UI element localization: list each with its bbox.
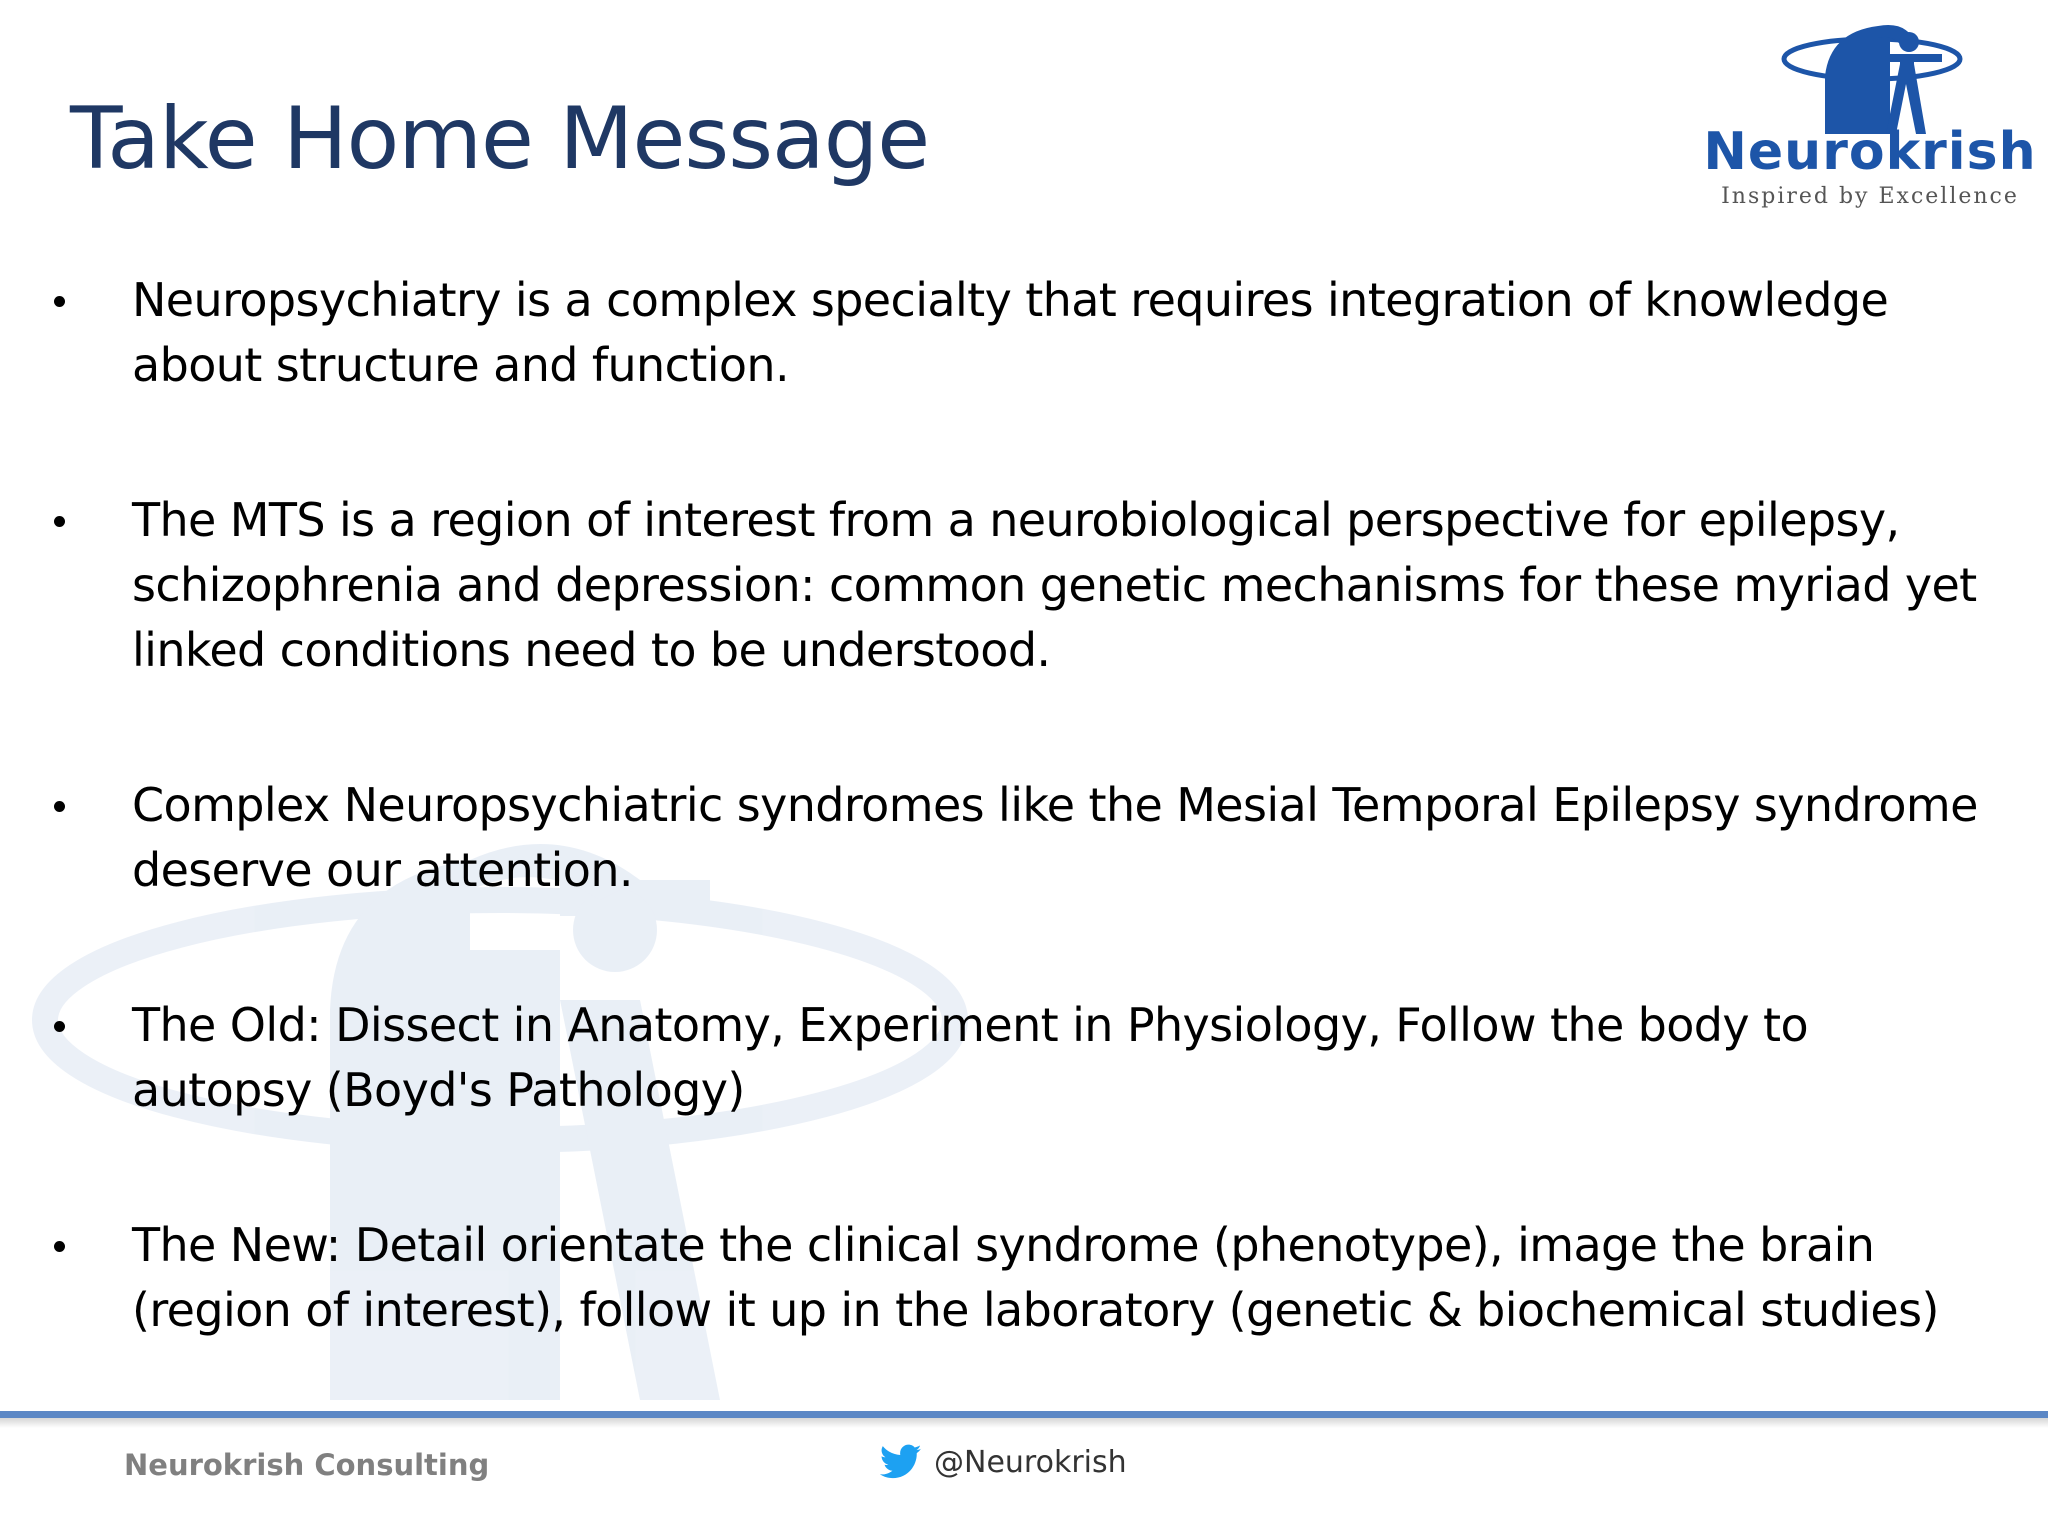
bullet-item: [48, 993, 1988, 1123]
bullet-list: [48, 268, 1988, 1433]
bullet-item: [48, 1213, 1988, 1343]
bullet-dot-icon: [54, 1021, 65, 1032]
twitter-bird-icon: [880, 1444, 922, 1480]
bullet-dot-icon: [54, 801, 65, 812]
footer-twitter: [880, 1444, 1127, 1480]
bullet-item: [48, 268, 1988, 398]
logo-name: Neurokrish: [1703, 122, 2037, 182]
slide-title: Take Home Message: [70, 89, 930, 189]
bullet-text: Complex Neuropsychiatric syndromes like the Mesial Temporal Epilepsy syndrome deserve our attention.: [132, 778, 1978, 897]
logo-tagline: Inspired by Excellence: [1721, 184, 2019, 209]
bullet-text: Neuropsychiatry is a complex specialty that requires integration of knowledge about structure and function.: [132, 273, 1889, 392]
bullet-dot-icon: [54, 296, 65, 307]
bullet-dot-icon: [54, 1241, 65, 1252]
bullet-dot-icon: [54, 516, 65, 527]
bullet-text: The New: Detail orientate the clinical syndrome (phenotype), image the brain (region of interest), follow it up in the laboratory (genetic & biochemical studies): [132, 1218, 1939, 1337]
twitter-handle[interactable]: @Neurokrish: [934, 1444, 1127, 1480]
neurokrish-logo: [1700, 14, 2040, 214]
bullet-text: The MTS is a region of interest from a neurobiological perspective for epilepsy, schizophrenia and depression: common genetic mechanisms for these myriad yet linked conditions need to be understood.: [132, 493, 1977, 677]
footer-divider: [0, 1411, 2048, 1418]
bullet-item: [48, 773, 1988, 903]
head-figure-orbit-logo-icon: [1700, 14, 2040, 134]
bullet-text: The Old: Dissect in Anatomy, Experiment in Physiology, Follow the body to autopsy (Boyd's Pathology): [132, 998, 1809, 1117]
bullet-item: [48, 488, 1988, 683]
footer-company: Neurokrish Consulting: [124, 1448, 490, 1482]
footer-divider-shadow: [0, 1418, 2048, 1428]
